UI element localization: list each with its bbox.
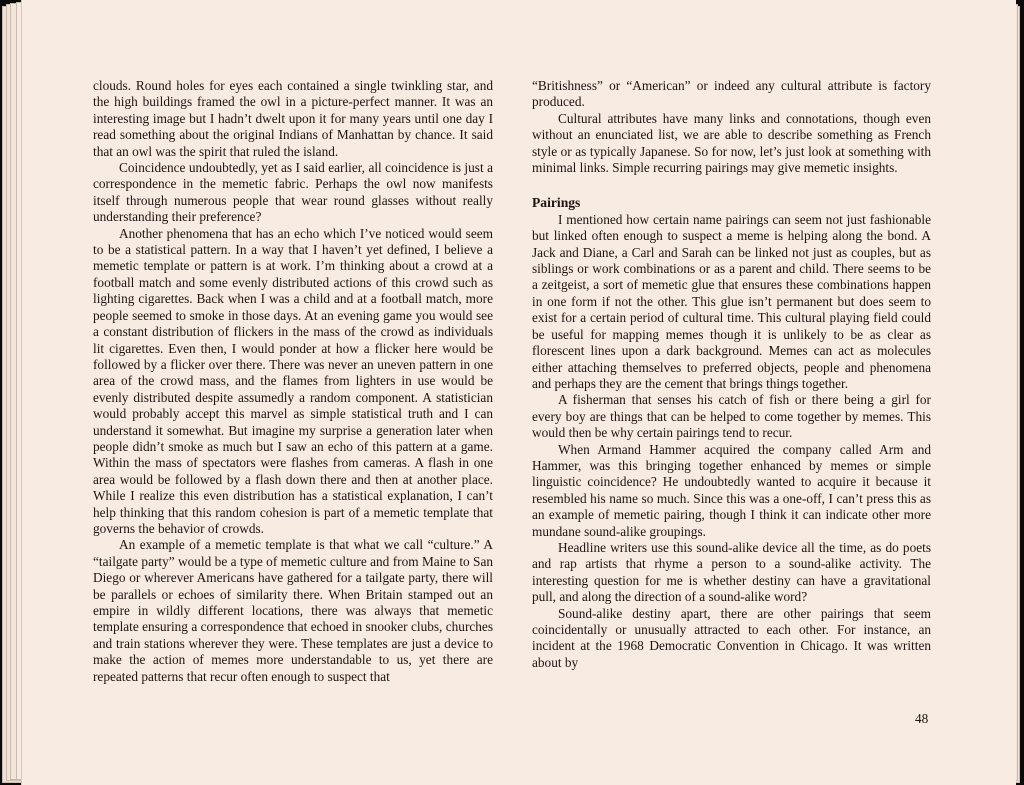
left-column (93, 78, 493, 685)
paragraph: An example of a memetic template is that what we call “culture.” A “tailgate party” would be a type of memetic culture and from Maine to San Diego or wherever Americans have gathered for a tailgate party, there will be parallels or echoes of similarity there. When Britain stamped out an empire in wildly different locations, there was always that memetic template ensuring a correspondence that echoed in snooker clubs, churches and train stations wherever they were. These templates are just a device to make the action of memes more understandable to us, yet there are repeated patterns that recur often enough to suspect that (93, 537, 493, 684)
right-column (532, 78, 931, 671)
paragraph: A fisherman that senses his catch of fish or there being a girl for every boy are things that can be helped to come together by memes. This would then be why certain pairings tend to recur. (532, 392, 931, 441)
paragraph: Cultural attributes have many links and connotations, though even without an enunciated list, we are able to describe something as French style or as typically Japanese. So for now, let’s just look at something with minimal links. Simple recurring pairings may give memetic insights. (532, 110, 931, 176)
section-heading: Pairings (532, 195, 581, 211)
paragraph: clouds. Round holes for eyes each contained a single twinkling star, and the high buildings framed the owl in a picture-perfect manner. It was an interesting image but I hadn’t dwelt upon it for many years until one day I read something about the original Indians of Manhattan by chance. It said that an owl was the spirit that ruled the island. (93, 78, 493, 159)
paragraph: I mentioned how certain name pairings can seem not just fashionable but linked often enough to suspect a meme is helping along the bond. A Jack and Diane, a Carl and Sarah can be linked not just as couples, but as siblings or work combinations or as a parent and child. There seems to be a zeitgeist, a sort of memetic glue that ensures these combinations happen in one form if not the other. This glue isn’t permanent but does seem to exist for a certain period of cultural time. This cultural playing field could be useful for mapping memes though it is unlikely to be as clear as florescent lines upon a dark background. Memes can act as molecules either attaching themselves to preferred objects, people and phenomena and perhaps they are the cement that brings things together. (532, 211, 931, 391)
paragraph: Sound-alike destiny apart, there are other pairings that seem coincidentally or unusually attracted to each other. For instance, an incident at the 1968 Democratic Convention in Chicago. It was written about by (532, 605, 931, 670)
paragraph: “Britishness” or “American” or indeed any cultural attribute is factory produced. (532, 78, 931, 110)
paragraph: When Armand Hammer acquired the company called Arm and Hammer, was this bringing together enhanced by memes or simple linguistic coincidence? He undoubtedly wanted to acquire it because it resembled his name so much. Since this was a one-off, I can’t press this as an example of memetic pairing, though I think it can indicate other more mundane sound-alike groupings. (532, 441, 931, 539)
paragraph: Headline writers use this sound-alike device all the time, as do poets and rap artists that rhyme a person to a sound-alike activity. The interesting question for me is whether destiny can have a gravitational pull, and along the direction of a sound-alike word? (532, 539, 931, 605)
paragraph: Coincidence undoubtedly, yet as I said earlier, all coincidence is just a correspondence in the memetic fabric. Perhaps the owl now manifests itself through numerous people that wear round glasses without really understanding their preference? (93, 160, 493, 225)
page-number: 48 (915, 711, 929, 726)
book-page (22, 0, 1016, 785)
paragraph: Another phenomena that has an echo which I’ve noticed would seem to be a statistical pattern. In a way that I haven’t yet defined, I believe a memetic template or pattern is at work. I’m thinking about a crowd at a football match and some evenly distributed actions of this crowd such as lighting cigarettes. Back when I was a child and at a football match, more people seemed to smoke in those days. At an evening game you would see a constant distribution of flickers in the mass of the crowd as individuals lit cigarettes. Even then, I would ponder at how a flicker here would be followed by a flicker over there. There was never an uneven pattern in one area of the crowd mass, and the flames from lighters in use would be evenly distributed despite assumedly a random component. A statistician would probably accept this marvel as simple statistical truth and I can understand it somewhat. But imagine my surprise a generation later when people didn’t smoke as much but I saw an echo of this pattern at a game. Within the mass of spectators were flashes from cameras. A flash in one area would be followed by a flash down there and then at another place. While I realize this even distribution has a statistical explanation, I can’t help thinking that this random cohesion is part of a memetic template that governs the behavior of crowds. (93, 225, 493, 536)
